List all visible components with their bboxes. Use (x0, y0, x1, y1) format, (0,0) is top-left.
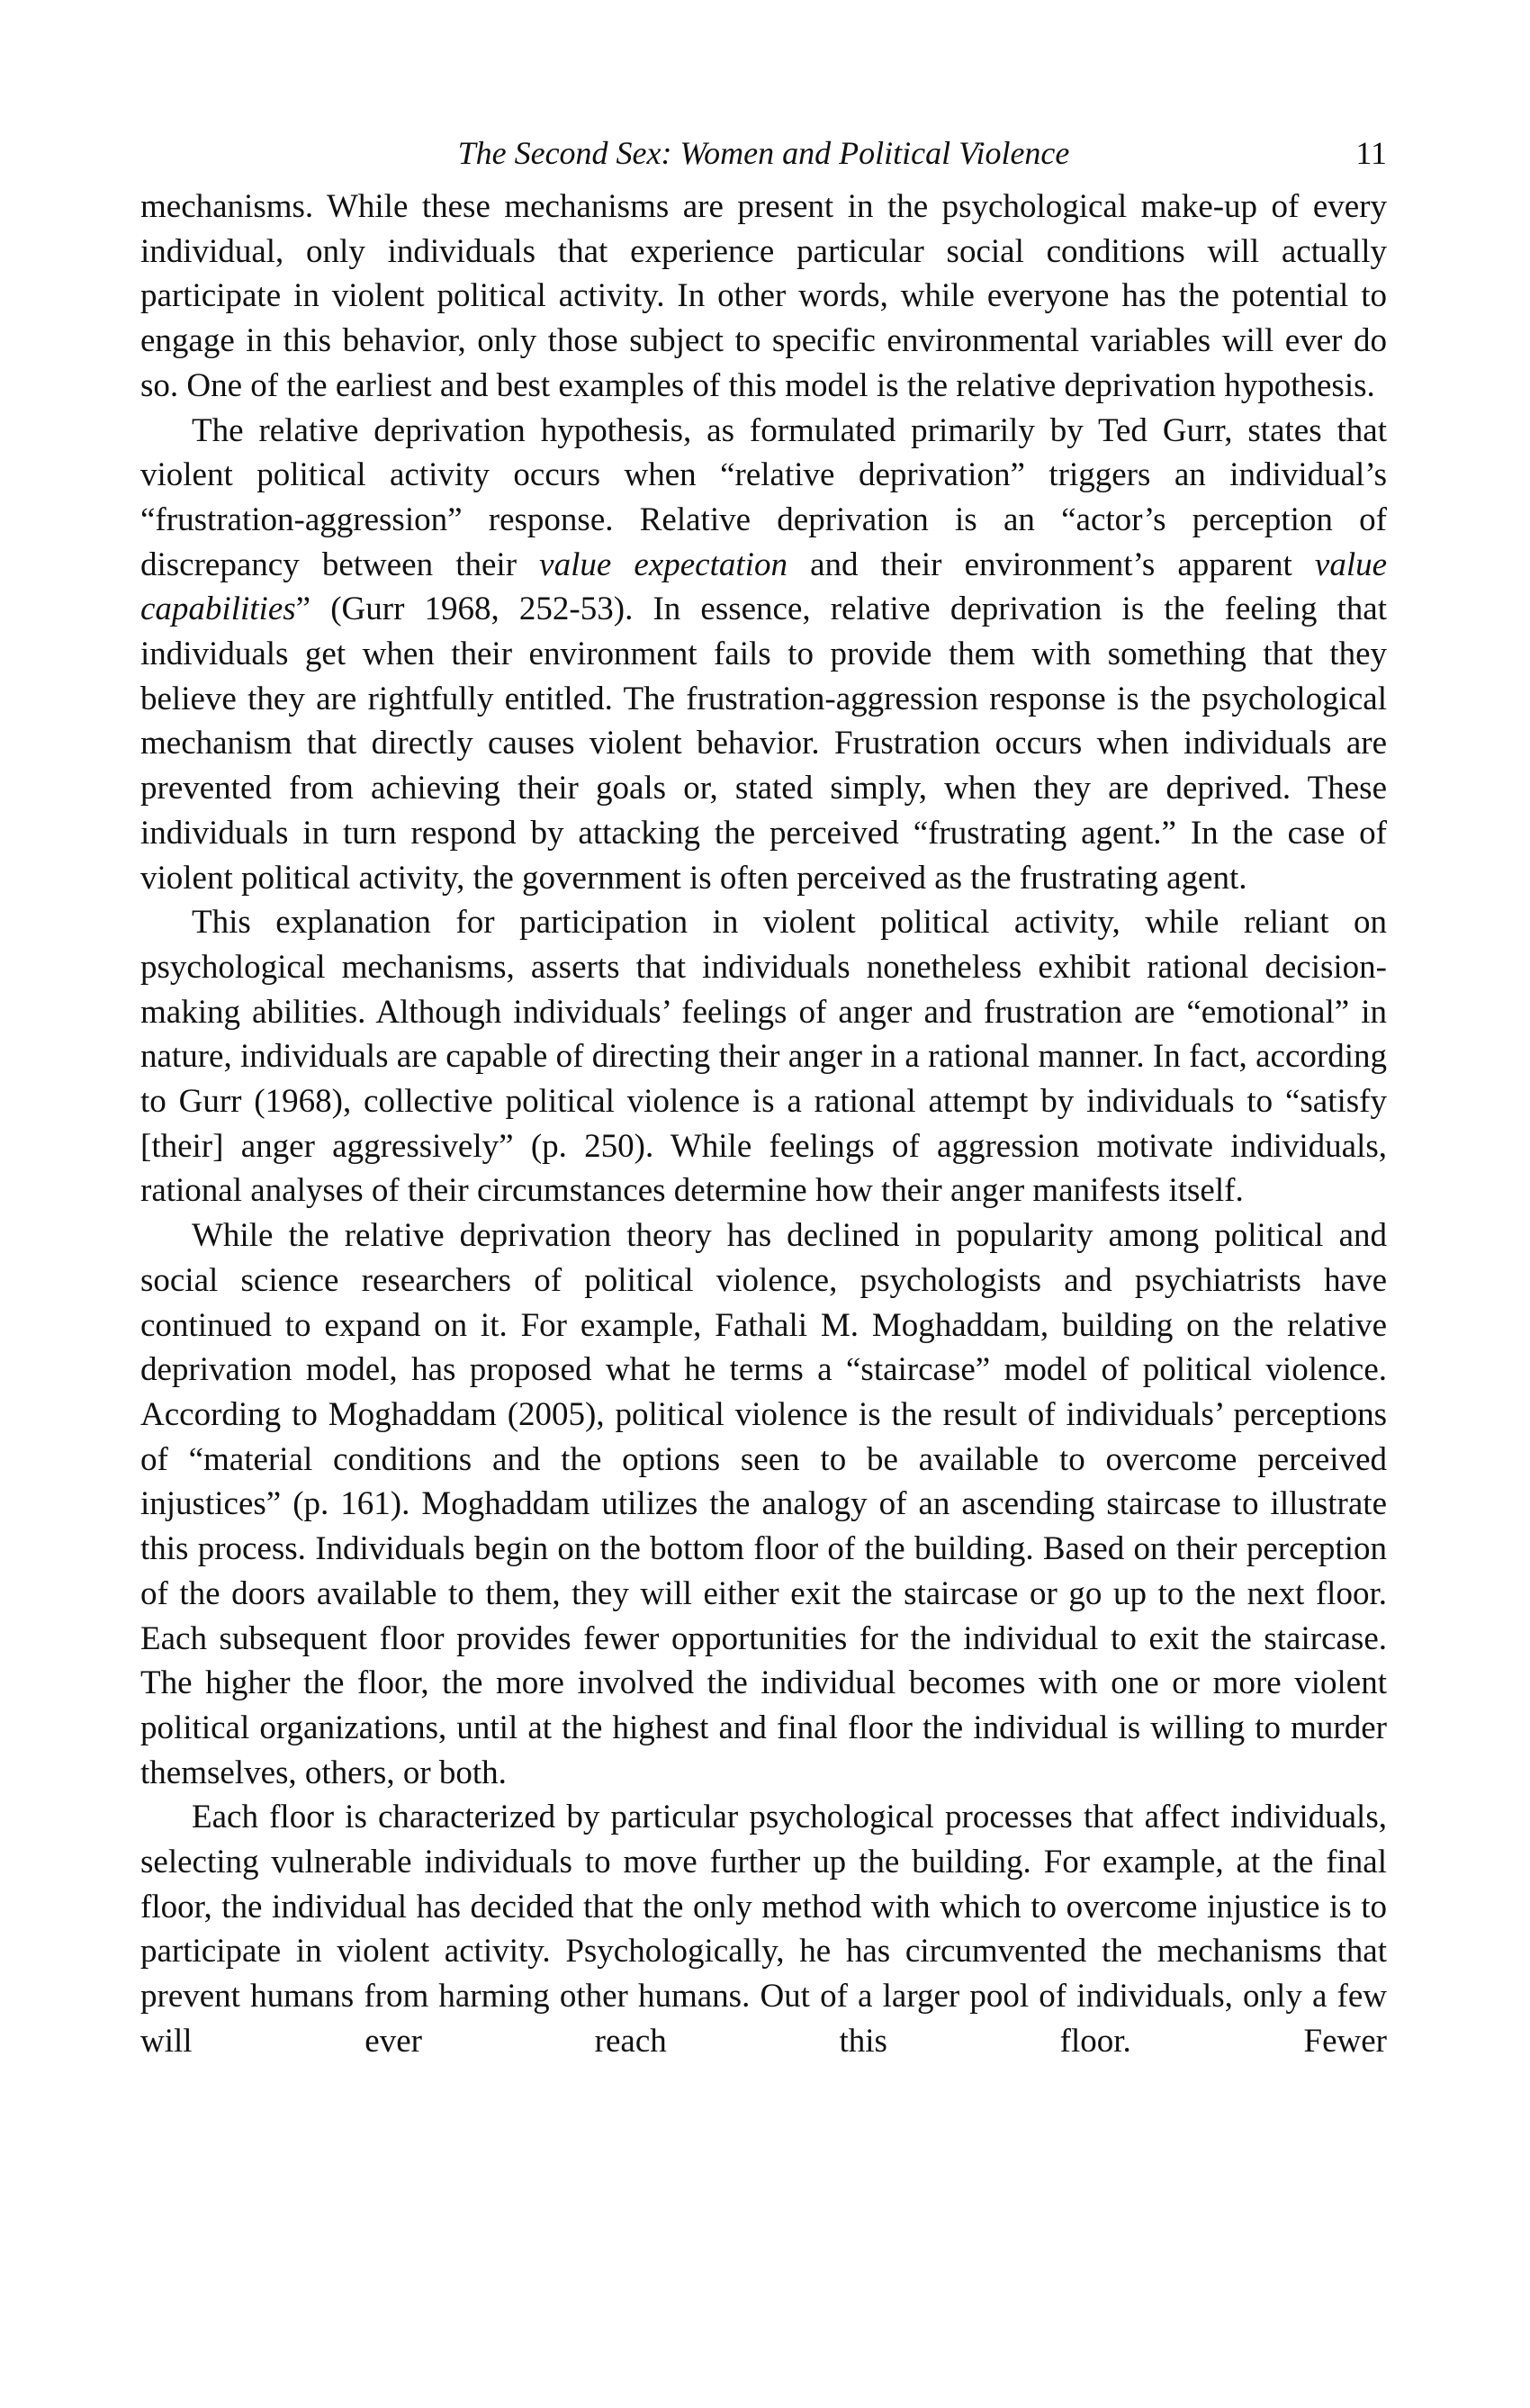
paragraph-text-segment: The relative deprivation hypothesis, as formulated primarily by Ted Gurr, states that violent political activity occurs when “relative deprivation” triggers an individual’s “frustration-aggression” response. Relative deprivation is an “actor’s perception of discrepancy between their (140, 411, 1387, 583)
page-number: 11 (1355, 135, 1387, 171)
italic-term-value-capabilities: value capabilities (140, 546, 1388, 628)
paragraph-staircase-model: While the relative deprivation theory has declined in popularity among political and social science researchers of political violence, psychologists and psychiatrists have continued to expand on it. For example, Fathali M. Moghaddam, building on the relative deprivation model, has proposed what he terms a “staircase” model of political violence. According to Moghaddam (2005), political violence is the result of individuals’ perceptions of “material conditions and the options seen to be available to overcome perceived injustices” (p. 161). Moghaddam utilizes the analogy of an ascending staircase to illustrate this process. Individuals begin on the bottom floor of the building. Based on their perception of the doors available to them, they will either exit the staircase or go up to the next floor. Each subsequent floor provides fewer opportunities for the individual to exit the staircase. The higher the floor, the more involved the individual becomes with one or more violent political organizations, until at the highest and final floor the individual is willing to murder themselves, others, or both. (140, 1217, 1387, 1791)
paragraph-each-floor: Each floor is characterized by particular psychological processes that affect individuals, selecting vulnerable individuals to move further up the building. For example, at the final floor, the individual has decided that the only method with which to overcome injustice is to participate in violent activity. Psychologically, he has circumvented the mechanisms that prevent humans from harming other humans. Out of a larger pool of individuals, only a few will ever reach this floor. Fewer (140, 1799, 1387, 2060)
paragraph-text-segment: ” (Gurr 1968, 252-53). In essence, relative deprivation is the feeling that individuals get when their environment fails to provide them with something that they believe they are rightfully entitled. The frustration-aggression response is the psychological mechanism that directly causes violent behavior. Frustration occurs when individuals are prevented from achieving their goals or, stated simply, when they are deprived. These individuals in turn respond by attacking the perceived “frustrating agent.” In the case of violent political activity, the government is often perceived as the frustrating agent. (140, 591, 1387, 897)
body-text (140, 185, 1387, 2064)
paragraph-text-segment: and their environment’s apparent (787, 546, 1315, 583)
paragraph-mechanisms: mechanisms. While these mechanisms are present in the psychological make-up of every individual, only individuals that experience particular social conditions will actually participate in violent political activity. In other words, while everyone has the potential to engage in this behavior, only those subject to specific environmental variables will ever do so. One of the earliest and best examples of this model is the relative deprivation hypothesis. (140, 188, 1387, 404)
running-header (140, 131, 1387, 176)
running-title: The Second Sex: Women and Political Violence (457, 135, 1070, 171)
paragraph-rational-decision: This explanation for participation in violent political activity, while reliant on psychological mechanisms, asserts that individuals nonetheless exhibit rational decision-making abilities. Although individuals’ feelings of anger and frustration are “emotional” in nature, individuals are capable of directing their anger in a rational manner. In fact, according to Gurr (1968), collective political violence is a rational attempt by individuals to “satisfy [their] anger aggressively” (p. 250). While feelings of aggression motivate individuals, rational analyses of their circumstances determine how their anger manifests itself. (140, 904, 1387, 1210)
paragraph-relative-deprivation (140, 409, 1387, 901)
italic-term-value-expectation: value expectation (539, 546, 788, 583)
